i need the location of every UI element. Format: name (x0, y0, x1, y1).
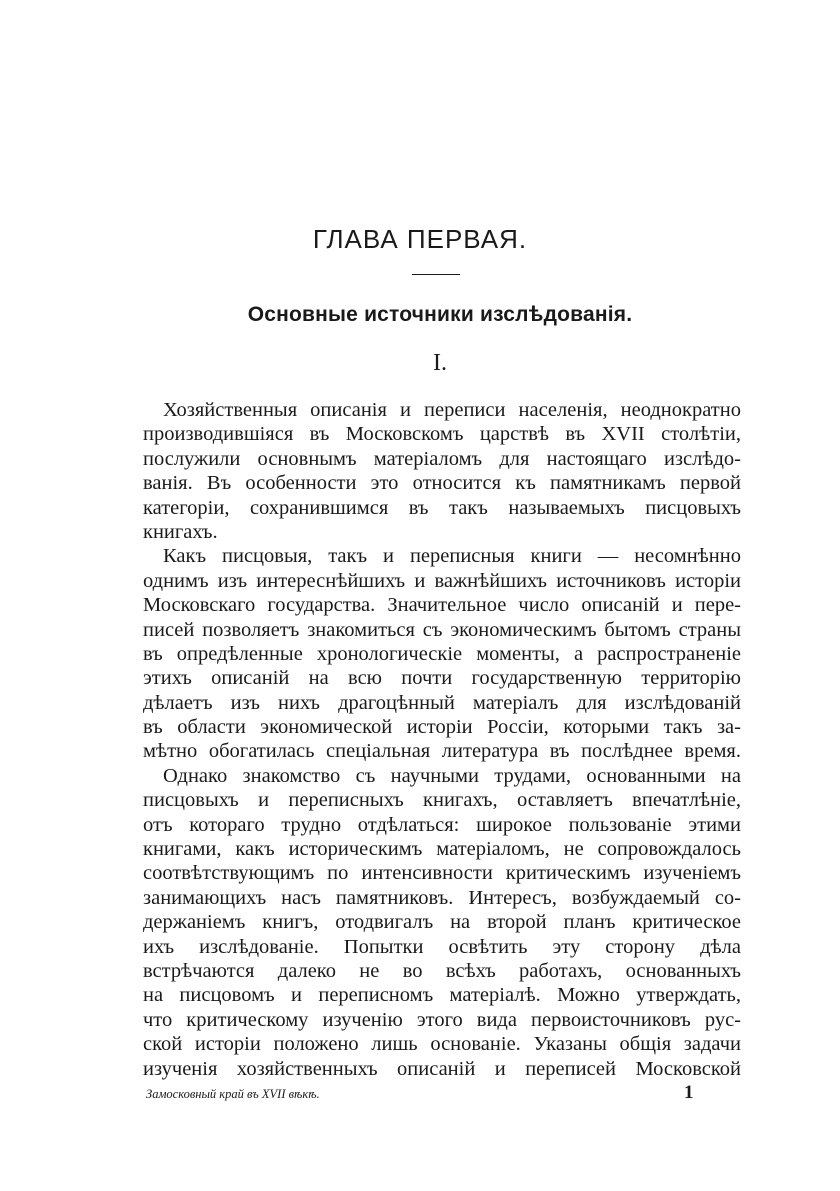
text-line: однимъ изъ интереснѣйшихъ и важнѣйшихъ источниковъ исторіи (143, 569, 741, 592)
text-line: ихъ изслѣдованіе. Попытки освѣтить эту сторону дѣла (143, 935, 741, 958)
text-line: категоріи, сохранившимся въ такъ называемыхъ писцовыхъ (143, 496, 741, 519)
text-line: встрѣчаются далеко не во всѣхъ работахъ, основанныхъ (143, 959, 741, 982)
running-title: Замосковный край въ XVII вѣкѣ. (146, 1087, 320, 1101)
text-line: Какъ писцовыя, такъ и переписныя книги — несомнѣнно (163, 545, 741, 568)
text-line: въ опредѣленные хронологическіе моменты, а распространеніе (143, 642, 741, 665)
text-line: Хозяйственныя описанія и переписи населенія, неоднократно (163, 399, 741, 421)
paragraph-1 (143, 398, 741, 544)
text-line: въ области экономической исторіи Россіи, которыми такъ за- (143, 716, 741, 739)
text-line: на писцовомъ и переписномъ матеріалѣ. Можно утверждать, (143, 984, 741, 1007)
text-line: ванія. Въ особенности это относится къ памятникамъ первой (143, 472, 741, 495)
text-line: Однако знакомство съ научными трудами, основанными на (163, 764, 741, 787)
text-line: дѣлаетъ изъ нихъ драгоцѣнный матеріалъ для изслѣдованій (143, 691, 741, 714)
text-line: писцовыхъ и переписныхъ книгахъ, оставляетъ впечатлѣніе, (143, 789, 741, 812)
section-numeral: I. (433, 350, 447, 376)
text-line: книгами, какъ историческимъ матеріаломъ, не сопровождалось (143, 838, 741, 861)
text-line: соотвѣтствующимъ по интенсивности критическимъ изученіемъ (143, 862, 741, 885)
text-line: книгахъ. (143, 520, 218, 543)
text-line: Московскаго государства. Значительное число описаній и пере- (143, 594, 741, 617)
text-line: этихъ описаній на всю почти государственную территорію (143, 667, 741, 690)
body-text (143, 398, 741, 1081)
text-line: занимающихъ насъ памятниковъ. Интересъ, возбуждаемый со- (143, 886, 741, 909)
text-line: что критическому изученію этого вида первоисточниковъ рус- (143, 1008, 741, 1031)
section-title: Основные источники изслѣдованія. (247, 303, 633, 326)
text-line: послужили основнымъ матеріаломъ для настоящаго изслѣдо- (143, 447, 741, 470)
text-line: отъ котораго трудно отдѣлаться: широкое пользованіе этими (143, 813, 741, 836)
text-line: мѣтно обогатилась спеціальная литература въ послѣднее время. (143, 740, 741, 763)
text-line: изученія хозяйственныхъ описаній и переписей Московской (143, 1057, 741, 1080)
title-rule (412, 274, 460, 275)
paragraph-2 (143, 544, 741, 764)
text-line: писей позволяетъ знакомиться съ экономическимъ бытомъ страны (143, 618, 741, 641)
page-number: 1 (684, 1082, 694, 1103)
text-line: держаніемъ книгъ, отодвигалъ на второй планъ критическое (143, 911, 741, 934)
paragraph-3 (143, 764, 741, 1081)
chapter-title: ГЛАВА ПЕРВАЯ. (312, 224, 528, 254)
text-line: ской исторіи положено лишь основаніе. Указаны общія задачи (143, 1033, 741, 1056)
text-line: производившіяся въ Московскомъ царствѣ въ XVII столѣтіи, (143, 423, 741, 446)
